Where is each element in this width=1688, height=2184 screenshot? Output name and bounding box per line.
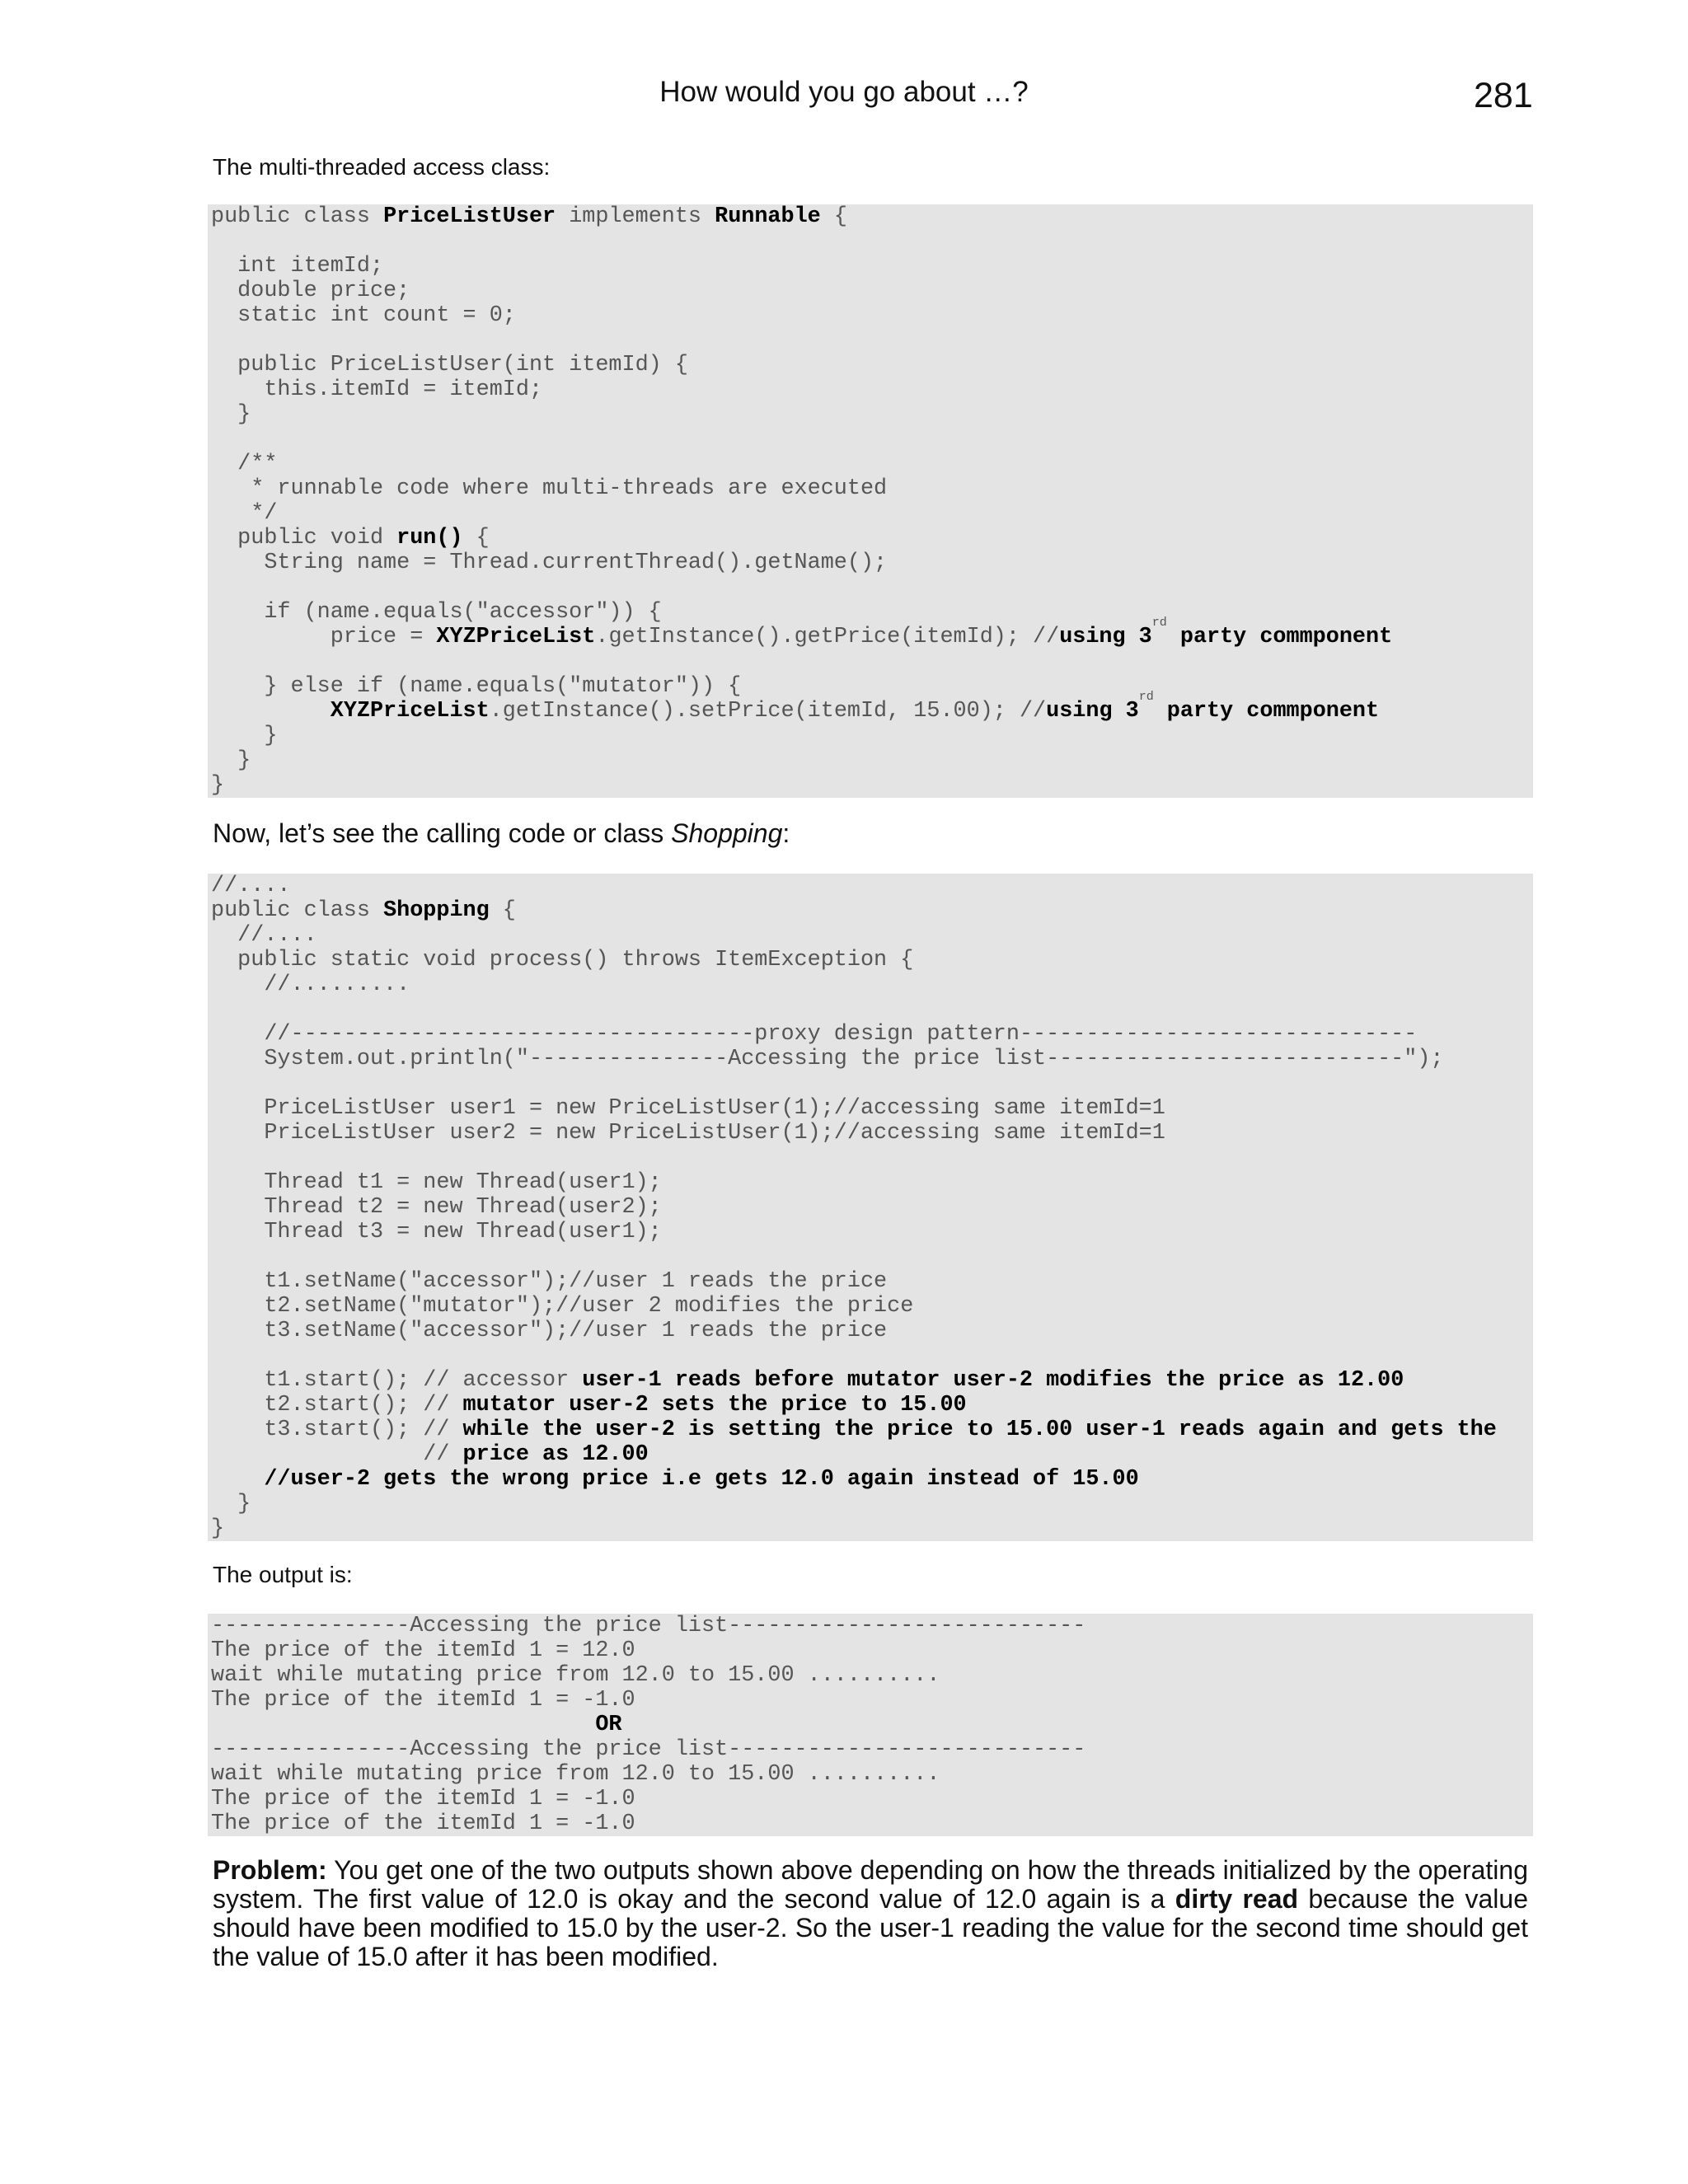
code-text: implements [556, 204, 715, 229]
code-text: Thread t2 = new Thread(user2); [211, 1195, 662, 1220]
code-text: The price of the itemId 1 = -1.0 [211, 1787, 635, 1811]
code-line [211, 1393, 1533, 1418]
code-text [211, 1467, 264, 1492]
code-text: //......... [211, 972, 410, 997]
code-line [211, 1170, 1533, 1195]
code-bold: while the user-2 is setting the price to 15.00 user-1 reads again and gets the [462, 1418, 1497, 1442]
code-line [211, 1294, 1533, 1319]
code-bold: price as 12.00 [462, 1442, 649, 1467]
code-line [211, 1418, 1533, 1442]
code-text: this.itemId = itemId; [211, 377, 543, 402]
caption-intro: The multi-threaded access class: [213, 154, 551, 180]
code-line [211, 229, 1533, 254]
code-text [211, 1713, 595, 1737]
code-line [211, 526, 1533, 551]
code-block-price-list-user [208, 204, 1533, 798]
code-text: t2.setName("mutator");//user 2 modifies the price [211, 1294, 914, 1319]
code-line [211, 476, 1533, 501]
code-text [211, 699, 331, 724]
code-text: { [489, 898, 516, 923]
code-text: PriceListUser user2 = new PriceListUser(1);//accessing same itemId=1 [211, 1121, 1165, 1146]
code-text: t3.start(); // [211, 1418, 463, 1442]
code-text: System.out.println("---------------Accessing the price list---------------------------"); [211, 1047, 1444, 1071]
code-text: if (name.equals("accessor")) { [211, 600, 662, 625]
code-text: // [211, 1442, 463, 1467]
code-line [211, 279, 1533, 303]
code-text: Thread t3 = new Thread(user1); [211, 1220, 662, 1244]
code-line [211, 1047, 1533, 1071]
code-text: t3.setName("accessor");//user 1 reads the price [211, 1319, 888, 1343]
code-line [211, 1343, 1533, 1368]
code-text: } [211, 748, 251, 773]
problem-text-1: You get one of the two outputs shown above depending on how the threads initialized by the operating system. The first value of 12.0 is okay and the second value of 12.0 again is a [213, 1855, 1528, 1914]
code-bold: PriceListUser [383, 204, 556, 229]
code-text: public class [211, 898, 384, 923]
code-line [211, 649, 1533, 674]
code-line [211, 1071, 1533, 1096]
code-text: t1.setName("accessor");//user 1 reads the price [211, 1269, 888, 1294]
caption-calling-text: Now, let’s see the calling code or class [213, 818, 672, 848]
code-bold: user-1 reads before mutator user-2 modifies the price as 12.00 [582, 1368, 1404, 1393]
code-bold: using 3 [1059, 625, 1152, 649]
code-line [211, 1492, 1533, 1516]
code-text: public PriceListUser(int itemId) { [211, 353, 688, 377]
code-line [211, 551, 1533, 575]
code-line [211, 1244, 1533, 1269]
code-text: The price of the itemId 1 = -1.0 [211, 1688, 635, 1713]
code-text: wait while mutating price from 12.0 to 15.00 .......... [211, 1663, 940, 1688]
code-line [211, 1442, 1533, 1467]
code-line [211, 303, 1533, 328]
code-text: t1.start(); // accessor [211, 1368, 583, 1393]
code-text: //.... [211, 874, 291, 898]
code-text: public void [211, 526, 397, 551]
code-text: double price; [211, 279, 410, 303]
code-line [211, 452, 1533, 476]
code-text: price = [211, 625, 437, 649]
code-line [211, 1811, 1533, 1836]
code-line [211, 997, 1533, 1022]
code-line [211, 1663, 1533, 1688]
code-text: static int count = 0; [211, 303, 516, 328]
page-number: 281 [1474, 76, 1533, 115]
code-bold: Runnable [715, 204, 821, 229]
code-text: public class [211, 204, 384, 229]
code-line [211, 724, 1533, 748]
code-text: The price of the itemId 1 = -1.0 [211, 1811, 635, 1836]
code-line [211, 1638, 1533, 1663]
code-text: Thread t1 = new Thread(user1); [211, 1170, 662, 1195]
code-line [211, 1121, 1533, 1146]
code-line [211, 972, 1533, 997]
code-text: ---------------Accessing the price list--------------------------- [211, 1614, 1086, 1638]
code-text: */ [211, 501, 278, 526]
code-text: } [211, 402, 251, 427]
code-line [211, 1096, 1533, 1121]
code-bold: using 3 [1046, 699, 1139, 724]
code-line [211, 1762, 1533, 1787]
code-text: t2.start(); // [211, 1393, 463, 1418]
code-line [211, 874, 1533, 898]
code-line [211, 353, 1533, 377]
code-line [211, 427, 1533, 452]
code-line [211, 1467, 1533, 1492]
code-line [211, 575, 1533, 600]
code-text: .getInstance().getPrice(itemId); // [595, 625, 1060, 649]
code-block-output [208, 1614, 1533, 1836]
code-text: //.... [211, 923, 317, 948]
code-line [211, 1195, 1533, 1220]
code-text: public static void process() throws ItemException { [211, 948, 914, 972]
code-text: } [211, 1516, 225, 1541]
code-line [211, 1368, 1533, 1393]
code-text: } [211, 1492, 251, 1516]
caption-colon: : [782, 818, 790, 848]
code-bold: Shopping [383, 898, 490, 923]
code-line [211, 773, 1533, 798]
code-text: PriceListUser user1 = new PriceListUser(1);//accessing same itemId=1 [211, 1096, 1165, 1121]
code-text: .getInstance().setPrice(itemId, 15.00); // [489, 699, 1047, 724]
code-text: //-----------------------------------proxy design pattern------------------------------ [211, 1022, 1418, 1047]
code-bold: party commponent [1153, 699, 1380, 724]
code-bold: mutator user-2 sets the price to 15.00 [462, 1393, 967, 1418]
caption-class-name: Shopping [671, 818, 783, 848]
code-bold: OR [595, 1713, 622, 1737]
running-title: How would you go about …? [659, 76, 1029, 108]
code-bold: XYZPriceList [330, 699, 490, 724]
code-line [211, 600, 1533, 625]
code-line [211, 616, 1533, 649]
code-text: } [211, 773, 225, 798]
code-line [211, 1688, 1533, 1713]
code-line [211, 898, 1533, 923]
code-bold: //user-2 gets the wrong price i.e gets 12.0 again instead of 15.00 [264, 1467, 1139, 1492]
code-line [211, 1319, 1533, 1343]
code-line [211, 204, 1533, 229]
problem-term: dirty read [1175, 1884, 1299, 1914]
code-line [211, 1220, 1533, 1244]
code-superscript: rd [1138, 690, 1154, 704]
code-bold: XYZPriceList [436, 625, 596, 649]
problem-label: Problem: [213, 1855, 327, 1885]
code-text: /** [211, 452, 278, 476]
code-line [211, 1713, 1533, 1737]
code-bold: party commponent [1166, 625, 1393, 649]
code-text: The price of the itemId 1 = 12.0 [211, 1638, 635, 1663]
caption-calling-code [213, 818, 790, 849]
code-text: wait while mutating price from 12.0 to 15.00 .......... [211, 1762, 940, 1787]
code-line [211, 402, 1533, 427]
code-text: } else if (name.equals("mutator")) { [211, 674, 742, 699]
code-line [211, 1269, 1533, 1294]
code-line [211, 377, 1533, 402]
code-bold: run() [396, 526, 463, 551]
code-text: String name = Thread.currentThread().getName(); [211, 551, 888, 575]
code-line [211, 923, 1533, 948]
code-text: { [462, 526, 490, 551]
code-line [211, 254, 1533, 279]
code-block-shopping [208, 874, 1533, 1541]
caption-output: The output is: [213, 1562, 353, 1587]
code-text: { [820, 204, 847, 229]
problem-text-2: because the value should have been modified to 15.0 by the user-2. So the user-1 reading the value for the second time should get the value of 15.0 after it has been modified. [213, 1884, 1529, 1971]
code-line [211, 748, 1533, 773]
code-text: } [211, 724, 278, 748]
code-line [211, 690, 1533, 724]
code-line [211, 328, 1533, 353]
code-line [211, 674, 1533, 699]
code-line [211, 501, 1533, 526]
code-line [211, 948, 1533, 972]
code-line [211, 1516, 1533, 1541]
code-line [211, 1614, 1533, 1638]
code-line [211, 1146, 1533, 1170]
code-text: int itemId; [211, 254, 384, 279]
code-superscript: rd [1151, 616, 1167, 630]
code-line [211, 1022, 1533, 1047]
problem-paragraph [213, 1856, 1528, 1971]
code-line [211, 1737, 1533, 1762]
code-text: ---------------Accessing the price list--------------------------- [211, 1737, 1086, 1762]
code-line [211, 1787, 1533, 1811]
code-text: * runnable code where multi-threads are executed [211, 476, 888, 501]
